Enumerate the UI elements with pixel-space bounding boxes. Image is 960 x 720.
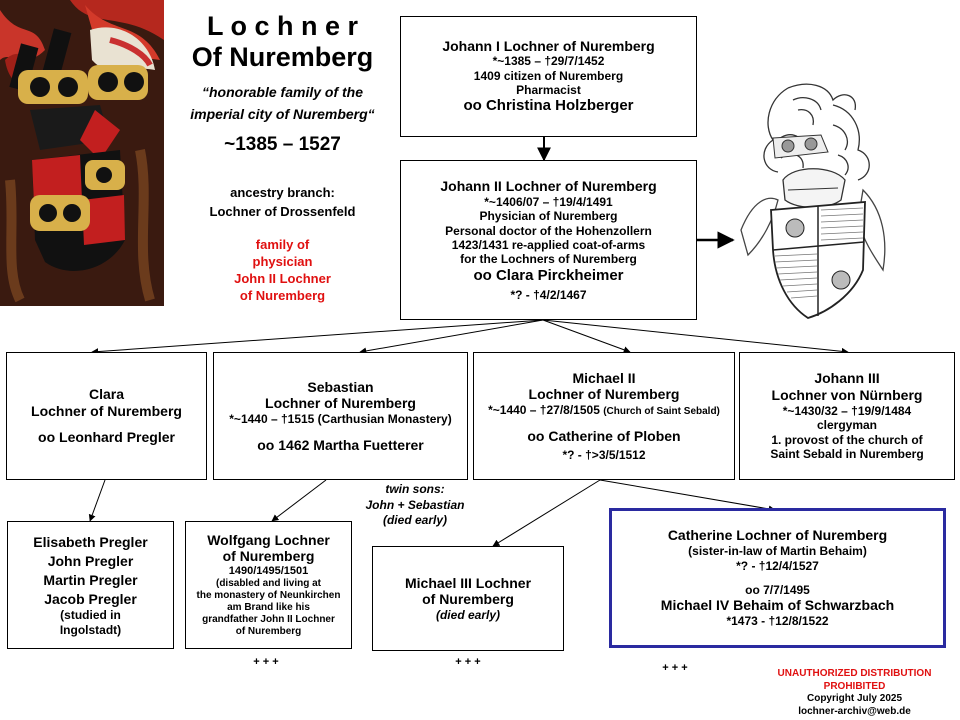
johann2-box [400,160,697,320]
johann3-profession: clergyman [816,418,878,433]
catherine-line-1: Catherine Lochner of Nuremberg [667,527,888,544]
wolfgang-line-4: (disabled and living at [215,578,321,590]
catherine-dates: *? - †12/4/1527 [736,558,819,573]
email-line: lochner-archiv@web.de [798,705,911,717]
johann3-provost: 1. provost of the church of [771,432,923,447]
johann1-box [400,16,697,137]
motto-line-1: “honorable family of the [201,84,363,100]
wolfgang-line-6: am Brand like his [227,602,310,614]
johann3-line-1: Johann III [814,370,880,387]
family-line-3: John II Lochner [234,270,331,286]
michael3-note: (died early) [435,608,501,623]
pregler-line-1: Elisabeth Pregler [33,533,148,550]
connector-clara-pregler [90,480,105,521]
ancestry-branch [165,184,400,222]
pregler-line-5: (studied in [60,608,121,623]
pregler-box [7,521,174,649]
johann2-profession: Physician of Nuremberg [479,209,618,224]
wolfgang-line-5: the monastery of Neunkirchen [196,590,341,602]
twins-line-2: John + Sebastian [365,497,465,512]
michael2-line-1: Michael II [572,369,636,386]
johann2-dates: *~1406/07 – †19/4/1491 [484,194,613,209]
catherine-marriage: oo 7/7/1495 [745,583,810,597]
johann2-spouse: oo Clara Pirckheimer [473,266,624,284]
copyright-line: Copyright July 2025 [806,693,903,704]
michael3-line-1: Michael III Lochner [404,574,532,591]
johann1-spouse: oo Christina Holzberger [463,97,634,115]
copyright-notice [762,668,947,718]
warning-line-2: PROHIBITED [823,680,886,692]
connector-johann2-sebastian [360,320,543,352]
sebastian-line-1: Sebastian [307,378,374,395]
continuation-catherine: + + + [662,662,688,674]
michael2-dates: *~1440 – †27/8/1505 [488,403,600,418]
family-line-1: family of [255,237,310,252]
michael2-line-2: Lochner of Nuremberg [528,386,680,403]
michael2-spouse-dates: *? - †>3/5/1512 [562,448,646,462]
continuation-wolfgang: + + + [253,656,279,668]
wolfgang-line-7: grandfather John II Lochner [202,614,335,626]
family-motto [165,82,400,125]
wolfgang-line-1: Wolfgang Lochner [207,531,330,548]
twin-sons-note [355,482,475,529]
johann1-dates: *~1385 – †29/7/1452 [492,54,605,69]
wolfgang-box [185,521,352,649]
connector-johann2-clara [92,320,543,352]
catherine-box [609,508,946,648]
connector-sebastian-wolfgang [272,480,326,521]
warning-line-1: UNAUTHORIZED DISTRIBUTION [777,668,932,679]
pregler-line-2: John Pregler [47,552,134,569]
johann1-profession: Pharmacist [516,83,581,98]
michael2-dates-row [488,403,720,418]
connector-michael2-michael3 [493,480,600,546]
catherine-spouse: Michael IV Behaim of Schwarzbach [660,597,895,614]
johann3-dates: *~1430/32 – †19/9/1484 [782,404,912,419]
wolfgang-line-8: of Nuremberg [235,626,302,638]
michael3-line-2: of Nuremberg [422,591,514,608]
connector-michael2-catherine [600,480,775,510]
sebastian-line-2: Lochner of Nuremberg [265,395,416,412]
branch-line-2: Lochner of Drossenfeld [209,203,356,219]
catherine-spouse-dates: *1473 - †12/8/1522 [726,614,829,629]
clara-box [6,352,207,480]
coat-of-arms-painting [0,0,164,306]
johann2-doctor: Personal doctor of the Hohenzollern [445,223,652,238]
wolfgang-dates: 1490/1495/1501 [228,565,309,578]
michael2-box [473,352,735,480]
pregler-line-3: Martin Pregler [43,571,138,588]
michael2-spouse: oo Catherine of Ploben [527,428,681,445]
title [165,12,400,73]
johann3-line-2: Lochner von Nürnberg [771,387,923,404]
johann2-coat-2: for the Lochners of Nuremberg [460,252,637,267]
johann2-name: Johann II Lochner of Nuremberg [440,177,657,194]
sebastian-dates: *~1440 – †1515 (Carthusian Monastery) [229,412,452,427]
johann3-box [739,352,955,480]
pregler-line-6: Ingolstadt) [59,622,122,637]
johann1-name: Johann I Lochner of Nuremberg [442,37,655,54]
johann2-coat: 1423/1431 re-applied coat-of-arms [451,237,646,252]
motto-line-2: imperial city of Nuremberg“ [190,105,375,122]
johann1-citizen: 1409 citizen of Nuremberg [473,68,624,83]
catherine-line-2: (sister-in-law of Martin Behaim) [688,544,867,559]
wolfgang-line-2: of Nuremberg [222,548,315,565]
clara-spouse: oo Leonhard Pregler [38,429,175,446]
twins-line-1: twin sons: [385,482,445,496]
michael3-box [372,546,564,651]
continuation-michael3: + + + [455,656,481,668]
family-line-4: of Nuremberg [239,287,326,303]
sebastian-box [213,352,468,480]
title-line-1: L o c h n e r [206,11,359,41]
branch-line-1: ancestry branch: [230,185,335,200]
coat-of-arms-drawing [733,80,893,325]
sebastian-spouse: oo 1462 Martha Fuetterer [257,436,424,453]
pregler-line-4: Jacob Pregler [44,590,137,607]
johann3-church: Saint Sebald in Nuremberg [770,447,924,462]
title-line-2: Of Nuremberg [191,41,374,72]
clara-line-1: Clara [88,385,125,402]
period-years: ~1385 – 1527 [224,134,341,155]
clara-line-2: Lochner of Nuremberg [31,402,182,419]
twins-line-3: (died early) [382,513,448,528]
michael2-dates-note: (Church of Saint Sebald) [603,406,720,418]
family-note [165,237,400,305]
family-line-2: physician [252,253,313,269]
johann2-spouse-dates: *? - †4/2/1467 [510,287,587,302]
